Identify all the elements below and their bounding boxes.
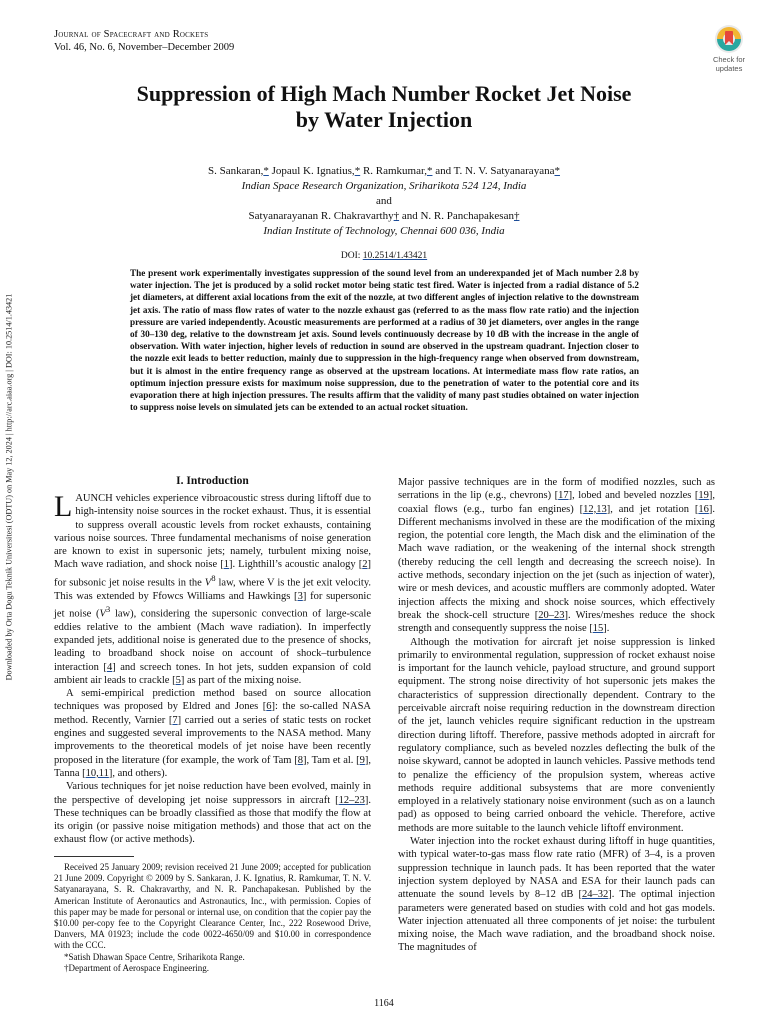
footnotes bbox=[54, 862, 371, 974]
reference-link[interactable]: 15 bbox=[592, 623, 604, 635]
footnote-dagger: †Department of Aerospace Engineering. bbox=[64, 962, 209, 973]
reference-link[interactable]: 2 bbox=[362, 559, 368, 571]
intro-paragraph-3: Various techniques for jet noise reduction have been evolved, mainly in the perspective of developing jet noise suppressors in aircraft [12–23]. These techniques can be broadly classified as those that modify the flow at its origin (or passive noise mitigation methods) and those that act on the exhaust flow (or active methods). bbox=[54, 781, 371, 846]
reference-link[interactable]: 12,13 bbox=[583, 503, 607, 515]
author-footnote-link[interactable]: * bbox=[263, 165, 269, 177]
reference-link[interactable]: 6 bbox=[266, 701, 272, 713]
author-footnote-link[interactable]: † bbox=[393, 210, 400, 222]
body-paragraph-4: Major passive techniques are in the form of modified nozzles, such as serrations in the lip (e.g., chevrons) [17], lobed and beveled nozzles [19], coaxial flows (e.g., turbo fan engines) [12,13], and jet rotation [16]. Different mechanisms involved in these are the modification of the mixing region, the potential core length, the Mach disk and the elimination of the Mach wave radiation, or the weakening of the internal shock strength (thereby reducing the cell length and decreasing the screech noise). In active methods, secondary injection on the jet (such as injection of water), wire or mesh devices, and acoustic mufflers are commonly adopted. Water injection affects the mixing and shock noise sources, which effectively break the shock-cell structure [20–23]. Wires/meshes reduce the shock strength and consequently suppress the noise [15]. bbox=[398, 477, 715, 635]
page-number: 1164 bbox=[374, 998, 394, 1009]
reference-link[interactable]: 5 bbox=[175, 674, 181, 686]
affiliation-2: Indian Institute of Technology, Chennai 600 036, India bbox=[263, 225, 505, 237]
reference-link[interactable]: 17 bbox=[558, 490, 569, 502]
author-footnote-link[interactable]: † bbox=[513, 210, 520, 222]
reference-link[interactable]: 16 bbox=[698, 503, 709, 515]
intro-paragraph-2: A semi-empirical prediction method based on source allocation techniques was proposed by Eldred and Jones [6]: the so-called NASA method. Recently, Varnier [7] carried out a series of static tests on rocket engines and suggested several improvements to the NASA method. Many improvements to the theoretical models of jet noise have been recently proposed in the literature (for example, the work of Tam [8], Tam et al. [9], Tanna [10,11], and others). bbox=[54, 688, 372, 779]
crossmark-icon bbox=[714, 24, 744, 54]
paper-title: Suppression of High Mach Number Rocket Jet Noise by Water Injection bbox=[136, 81, 632, 132]
reference-link[interactable]: 19 bbox=[698, 490, 709, 502]
badge-label: Check for updates bbox=[712, 55, 746, 73]
doi-line: DOI: 10.2514/1.43421 bbox=[340, 251, 428, 261]
journal-header bbox=[54, 28, 234, 54]
right-column bbox=[398, 476, 715, 955]
reference-link[interactable]: 1 bbox=[223, 559, 229, 571]
body-paragraph-5: Although the motivation for aircraft jet noise suppression is linked primarily to environmental regulation, suppression of rocket exhaust noise is important for the launch vehicle, payload structure, and ground support equipment. The strong noise directivity of hot supersonic jets makes the characteristics of suppression directionally dependent. Contrary to the perceivable aircraft noise requiring reduction in the downstream direction of the jet, launch vehicles require significant reduction in the upstream direction during liftoff. Therefore, passive methods adopted in aircraft for regulatory compliance, such as beveled nozzles deflecting the bulk of the noise skyward, cannot be adopted in launch vehicles. Passive methods tend to penalize the efficiency of the propulsion system, whereas active methods require additional subsystems that are more conveniently employed in a relatively stationary noise environment (such as on a launch pad) as opposed to being carried onboard the vehicle. Therefore, active methods are more suitable to the launch vehicle liftoff environment. bbox=[398, 636, 715, 834]
author-and: and bbox=[376, 195, 392, 207]
footnote-rule bbox=[54, 856, 134, 857]
abstract: The present work experimentally investigates suppression of the sound level from an underexpanded jet of Mach number 2.8 by water injection. The jet is produced by a solid rocket motor being static test fired. Water is injected from a radial distance of 5.2 jet diameters, at different axial locations from the exit of the nozzle, at two different angles of injection relative to the downstream jet axis. The ratio of mass flow rates of water to the nozzle exhaust gas (referred to as the mass flow rate ratio) and the injection pressure are varied independently. Acoustic measurements are performed at a radius of 30 jet diameters, over angles in the range of 30–130 deg, relative to the downstream jet axis. Sound levels continuously decrease by 10 dB with the increase in the angle of observation. With water injection, higher levels of reduction in sound are observed in the upstream quadrant. Injection closer to the nozzle exit leads to better reduction, mainly due to suppression in the high-frequency range when observed from downstream, but it is almost in the entire frequency range as observed at the upstream locations. At intermediate mass flow rate ratios, an optimum injection pressure exists for maximum noise suppression, due to the penetration of water to the potential core and its evaporation there at high injection pressures. The results affirm that the validity of many past studies obtained on water injection to suppress noise levels on simulated jets can be extended to an actual rocket situation. bbox=[130, 268, 639, 413]
author-line-2: Satyanarayanan R. Chakravarthy† and N. R. Panchapakesan† bbox=[248, 210, 520, 222]
drop-cap: L bbox=[54, 490, 73, 523]
reference-link[interactable]: 4 bbox=[106, 661, 113, 673]
reference-link[interactable]: 8 bbox=[297, 754, 303, 766]
author-footnote-link[interactable]: * bbox=[554, 165, 560, 177]
author-footnote-link[interactable]: * bbox=[354, 165, 361, 177]
section-heading-introduction: I. Introduction bbox=[176, 475, 249, 487]
author-line-1: S. Sankaran,* Jopaul K. Ignatius,* R. Ramkumar,* and T. N. V. Satyanarayana* bbox=[208, 165, 560, 177]
reference-link[interactable]: 3 bbox=[297, 590, 303, 602]
footnote-star: *Satish Dhawan Space Centre, Sriharikota Range. bbox=[64, 951, 245, 962]
left-column bbox=[54, 474, 371, 847]
reference-link[interactable]: 9 bbox=[359, 754, 365, 766]
journal-name: Journal of Spacecraft and Rockets bbox=[54, 29, 209, 40]
footnote-received: Received 25 January 2009; revision received 21 June 2009; accepted for publication 21 June 2009. Copyright © 2009 by S. Sankaran, J. K. Ignatius, R. Ramkumar, T. N. V. Satyanarayana, S. R. Chakravarthy, and N. R. Panchapakesan. Published by the American Institute of Aeronautics and Astronautics, Inc., with permission. Copies of this paper may be made for personal or internal use, on condition that the copier pay the $10.00 per-copy fee to the Copyright Clearance Center, Inc., 222 Rosewood Drive, Danvers, MA 01923; include the code 0022-4650/09 and $10.00 in correspondence with the CCC. bbox=[54, 862, 371, 951]
reference-link[interactable]: 10,11 bbox=[85, 767, 109, 779]
author-block bbox=[60, 164, 708, 239]
reference-link[interactable]: 7 bbox=[172, 714, 178, 726]
affiliation-1: Indian Space Research Organization, Sriharikota 524 124, India bbox=[241, 180, 527, 192]
journal-volume: Vol. 46, No. 6, November–December 2009 bbox=[54, 42, 235, 53]
reference-link[interactable]: 24–32 bbox=[582, 889, 609, 901]
reference-link[interactable]: 20–23 bbox=[538, 609, 565, 621]
intro-paragraph-1: LAUNCH vehicles experience vibroacoustic stress during liftoff due to high-intensity noise sources in the rocket exhaust. Thus, it is essential to suppress overall acoustic levels from rocket exhausts, containing various noise sources. Three fundamental mechanisms of noise generation are known to exist in supersonic jets; namely, turbulent mixing noise, Mach wave radiation, and shock noise [1]. Lighthill’s acoustic analogy [2] for subsonic jet noise results in the $V^8$ law, where V is the jet exit velocity. This was extended by Ffowcs Williams and Hawkings [3] for supersonic jet noise ($V^3$ law), considering the supersonic convection of large-scale eddies relative to the ambient (Mach wave radiation). In imperfectly expanded jets, additional noise is generated due to the presence of shocks, leading to broadband shock noise on account of shock–turbulence interaction [4] and screech tones. In hot jets, sudden expansion of cold ambient air leads to crackle [5] as part of the mixing noise. bbox=[54, 490, 372, 686]
download-stamp: Downloaded by Orta Dogu Teknik Universitesi (ODTU) on May 12, 2024 | http://arc.aiaa.org | DOI: 10.2514/1.43421 bbox=[4, 293, 14, 681]
check-for-updates-badge[interactable] bbox=[702, 24, 756, 84]
reference-link[interactable]: 12–23 bbox=[338, 794, 365, 806]
body-paragraph-6: Water injection into the rocket exhaust during liftoff in huge quantities, with typical water-to-gas mass flow rate ratio (MFR) of 3–4, is a proven suppression technique in launch pads. It has been reported that the water injection system deployed by NASA and ESA for their launch pads can attenuate the sound levels by 8–12 dB [24–32]. The optimal injection parameters were generated based on studies with cold and hot gas models. Water injection attenuated all three components of jet noise: the turbulent mixing noise, the Mach wave radiation, and the broadband shock noise. The magnitudes of bbox=[398, 836, 715, 954]
author-footnote-link[interactable]: * bbox=[426, 165, 433, 177]
doi-link[interactable]: 10.2514/1.43421 bbox=[362, 251, 428, 261]
